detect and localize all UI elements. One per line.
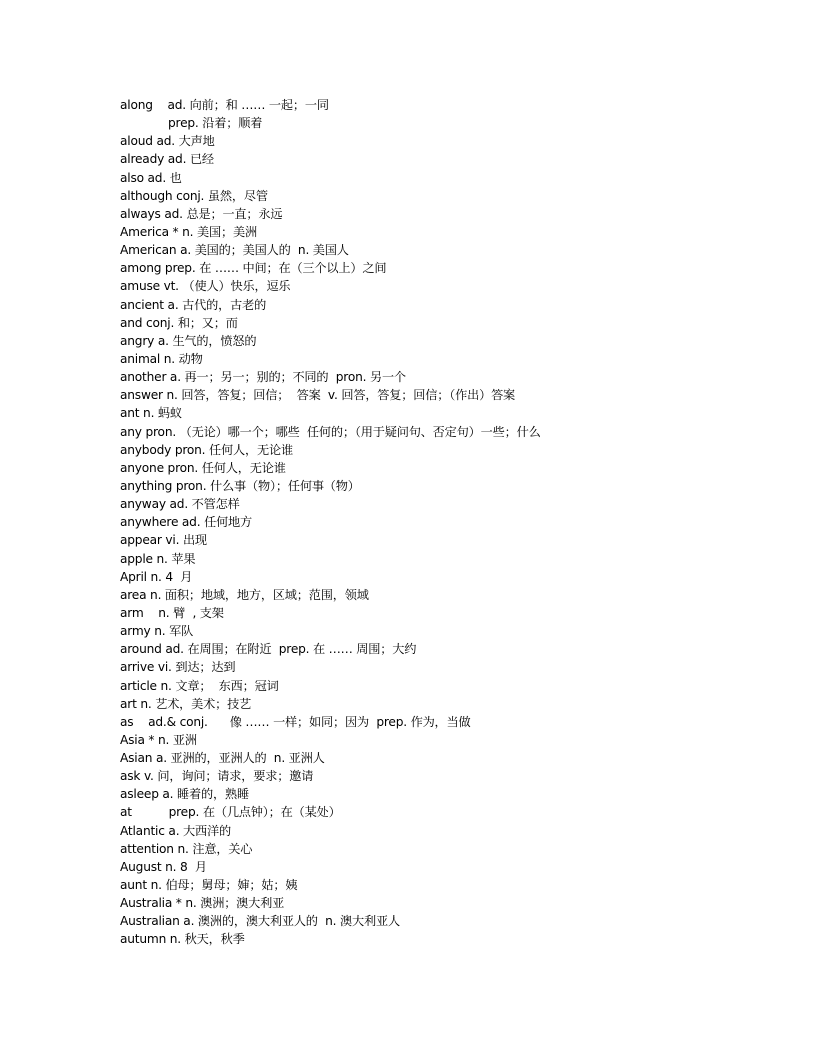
entry-arrive: arrive vi. 到达；达到 bbox=[120, 660, 236, 675]
entry-autumn: autumn n. 秋天，秋季 bbox=[120, 932, 245, 947]
entry-april: April n. 4 月 bbox=[120, 569, 193, 584]
entry-asian: Asian a. 亚洲的，亚洲人的 n. 亚洲人 bbox=[120, 751, 325, 766]
entry-american: American a. 美国的；美国人的 n. 美国人 bbox=[120, 243, 349, 258]
entry-army: army n. 军队 bbox=[120, 624, 194, 639]
entry-attention: attention n. 注意，关心 bbox=[120, 841, 253, 856]
entry-always: always ad. 总是；一直；永远 bbox=[120, 206, 283, 221]
entry-angry: angry a. 生气的，愤怒的 bbox=[120, 333, 257, 348]
entry-although: although conj. 虽然，尽管 bbox=[120, 188, 268, 203]
entry-also: also ad. 也 bbox=[120, 170, 182, 185]
vocabulary-page bbox=[120, 96, 780, 949]
entry-around: around ad. 在周围；在附近 prep. 在 …… 周围；大约 bbox=[120, 642, 417, 657]
entry-apple: apple n. 苹果 bbox=[120, 551, 196, 566]
entry-ant: ant n. 蚂蚁 bbox=[120, 406, 182, 421]
entry-article: article n. 文章； 东西；冠词 bbox=[120, 678, 279, 693]
entry-anyway: anyway ad. 不管怎样 bbox=[120, 497, 240, 512]
entry-atlantic: Atlantic a. 大西洋的 bbox=[120, 823, 231, 838]
entry-aunt: aunt n. 伯母；舅母；婶；姑；姨 bbox=[120, 878, 298, 893]
entry-arm: arm n. 臂 , 支架 bbox=[120, 605, 224, 620]
entry-australia: Australia * n. 澳洲；澳大利亚 bbox=[120, 896, 285, 911]
entry-ancient: ancient a. 古代的，古老的 bbox=[120, 297, 267, 312]
entry-any: any pron. （无论）哪一个；哪些 任何的；（用于疑问句、否定句）一些；什么 bbox=[120, 424, 541, 439]
entry-anywhere: anywhere ad. 任何地方 bbox=[120, 515, 253, 530]
entry-among: among prep. 在 …… 中间；在（三个以上）之间 bbox=[120, 261, 387, 276]
entry-anyone: anyone pron. 任何人，无论谁 bbox=[120, 460, 286, 475]
entry-along-prep: prep. 沿着；顺着 bbox=[168, 116, 263, 131]
entry-and: and conj. 和；又；而 bbox=[120, 315, 238, 330]
entry-area: area n. 面积；地域，地方，区域；范围，领域 bbox=[120, 587, 369, 602]
entry-art: art n. 艺术，美术；技艺 bbox=[120, 696, 252, 711]
entry-august: August n. 8 月 bbox=[120, 859, 207, 874]
entry-aloud: aloud ad. 大声地 bbox=[120, 134, 215, 149]
entry-america: America * n. 美国；美洲 bbox=[120, 224, 257, 239]
entry-asleep: asleep a. 睡着的，熟睡 bbox=[120, 787, 249, 802]
entry-appear: appear vi. 出现 bbox=[120, 533, 207, 548]
entry-anybody: anybody pron. 任何人，无论谁 bbox=[120, 442, 293, 457]
entry-as: as ad.& conj. 像 …… 一样；如同；因为 prep. 作为，当做 bbox=[120, 714, 471, 729]
entry-another: another a. 再一；另一；别的；不同的 pron. 另一个 bbox=[120, 370, 406, 385]
entry-anything: anything pron. 什么事（物）；任何事（物） bbox=[120, 478, 360, 493]
entry-australian: Australian a. 澳洲的，澳大利亚人的 n. 澳大利亚人 bbox=[120, 914, 400, 929]
entry-along: along ad. 向前；和 …… 一起；一同 bbox=[120, 98, 329, 112]
entry-at: at prep. 在（几点钟）；在（某处） bbox=[120, 805, 341, 820]
entry-asia: Asia * n. 亚洲 bbox=[120, 732, 197, 747]
entry-amuse: amuse vt. （使人）快乐，逗乐 bbox=[120, 279, 291, 294]
entry-already: already ad. 已经 bbox=[120, 152, 214, 167]
entry-ask: ask v. 问，询问；请求，要求；邀请 bbox=[120, 769, 314, 784]
entry-answer: answer n. 回答，答复；回信； 答案 v. 回答，答复；回信；（作出）答案 bbox=[120, 388, 516, 403]
entry-animal: animal n. 动物 bbox=[120, 351, 203, 366]
